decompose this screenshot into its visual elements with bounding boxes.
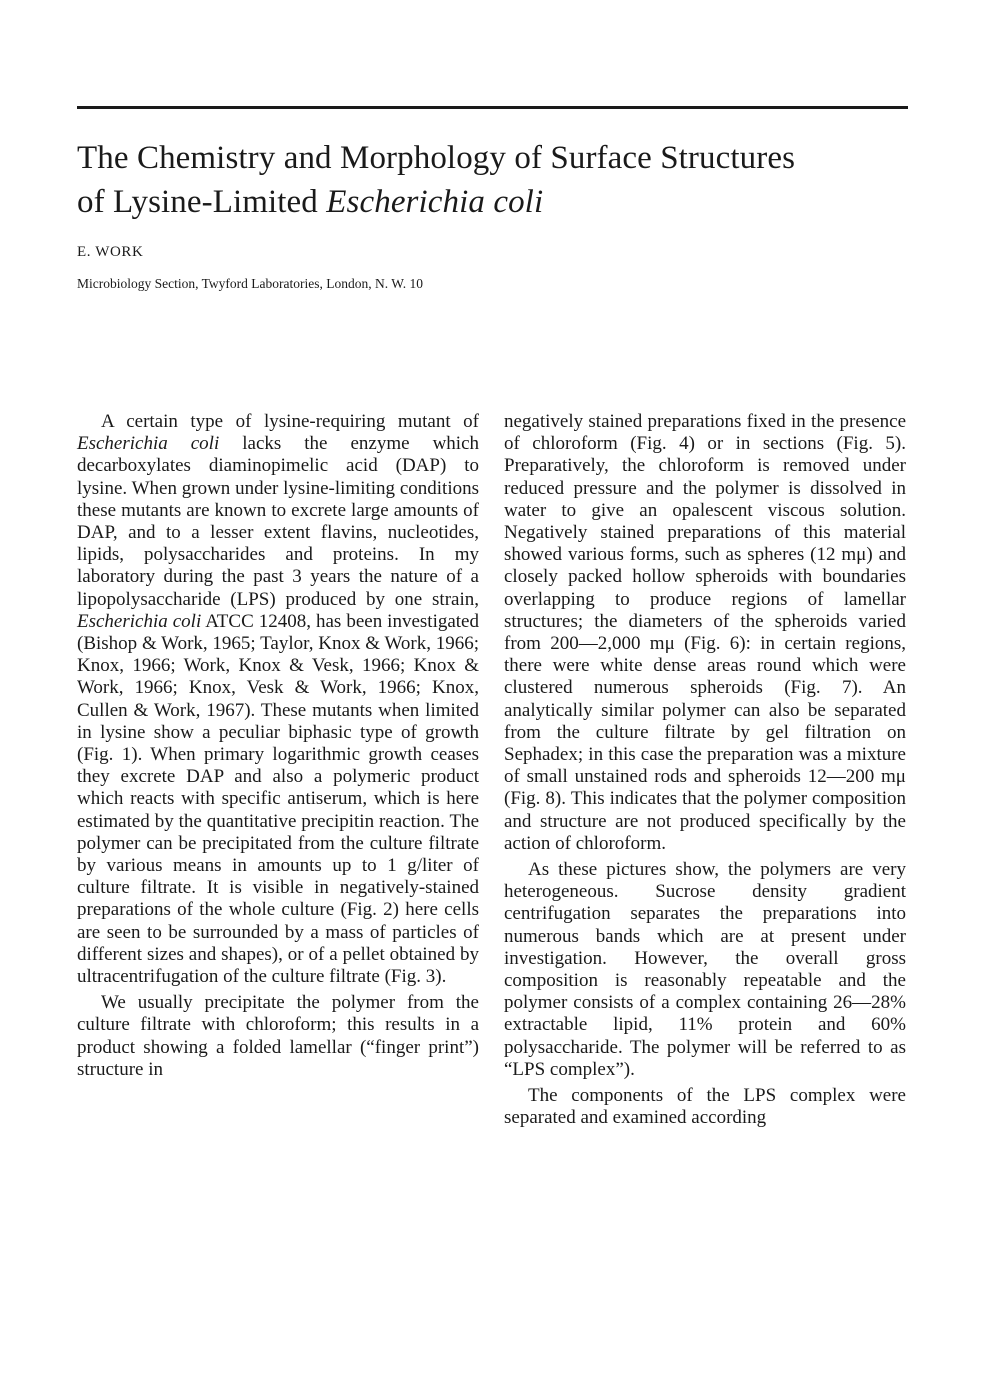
article-title [77, 136, 927, 224]
right-paragraph-2: As these pictures show, the polymers are very heterogeneous. Sucrose density gradient centrifugation separates the preparations into numerous bands which are at present under investigation. However, the overall gross composition is reasonably repeatable and the polymer consists of a complex containing 26—28% extractable lipid, 11% protein and 60% polysaccharide. The polymer will be referred to as “LPS complex”). [504, 859, 906, 1080]
author-affiliation: Microbiology Section, Twyford Laboratories, London, N. W. 10 [77, 276, 424, 291]
left-paragraph-1 [77, 411, 479, 988]
right-paragraph-1: negatively stained preparations fixed in the presence of chloroform (Fig. 4) or in sections (Fig. 5). Preparatively, the chloroform is removed under reduced pressure and the polymer is dissolved in water to give an opalescent viscous solution. Negatively stained preparations of this material showed various forms, such as spheres (12 mμ) and closely packed hollow spheroids with boundaries overlapping to produce regions of lamellar structures; the diameters of the spheroids varied from 200—2,000 mμ (Fig. 6): in certain regions, there were white dense areas round which were clustered numerous spheroids (Fig. 7). An analytically similar polymer can also be separated from the culture filtrate by gel filtration on Sephadex; in this case the preparation was a mixture of small unstained rods and spheroids 12—200 mμ (Fig. 8). This indicates that the polymer composition and structure are not produced specifically by the action of chloroform. [504, 411, 906, 854]
author-name: E. WORK [77, 244, 144, 260]
italic-term: Escherichia coli [77, 610, 202, 632]
text-span: A certain type of lysine-requiring mutant of [101, 411, 479, 432]
italic-term: Escherichia coli [77, 433, 220, 455]
right-paragraph-3: The components of the LPS complex were separated and examined according [504, 1085, 906, 1129]
right-column [504, 411, 906, 1134]
text-span: ATCC 12408, has been investigated (Bishop & Work, 1965; Taylor, Knox & Work, 1966; Knox, 1966; Work, Knox & Vesk, 1966; Knox & Work, 1966; Knox, Vesk & Work, 1966; Knox, Cullen & Work, 1967). These mutants when limited in lysine show a peculiar biphasic type of growth (Fig. 1). When primary logarithmic growth ceases they excrete DAP and also a polymeric product which reacts with specific antiserum, which is here estimated by the quantitative precipitin reaction. The polymer can be precipitated from the culture filtrate by various means in amounts up to 1 g/liter of culture filtrate. It is visible in negatively-stained preparations of the whole culture (Fig. 2) here cells are seen to be surrounded by a mass of particles of different sizes and shapes), or of a pellet obtained by ultracentrifugation of the culture filtrate (Fig. 3). [77, 610, 479, 988]
text-span: lacks the enzyme which decarboxylates diaminopimelic acid (DAP) to lysine. When grown under lysine-limiting conditions these mutants are known to excrete large amounts of DAP, and to a lesser extent flavins, nucleotides, lipids, polysaccharides and proteins. In my laboratory during the past 3 years the nature of a lipopolysaccharide (LPS) produced by one strain, [77, 433, 479, 610]
title-line-2: of Lysine-Limited [77, 184, 327, 220]
header-rule [77, 106, 908, 109]
left-paragraph-2: We usually precipitate the polymer from the culture filtrate with chloroform; this results in a product showing a folded lamellar (“finger print”) structure in [77, 992, 479, 1080]
title-line-1: The Chemistry and Morphology of Surface Structures [77, 140, 796, 176]
left-column [77, 411, 479, 1085]
title-organism: Escherichia coli [326, 184, 544, 220]
